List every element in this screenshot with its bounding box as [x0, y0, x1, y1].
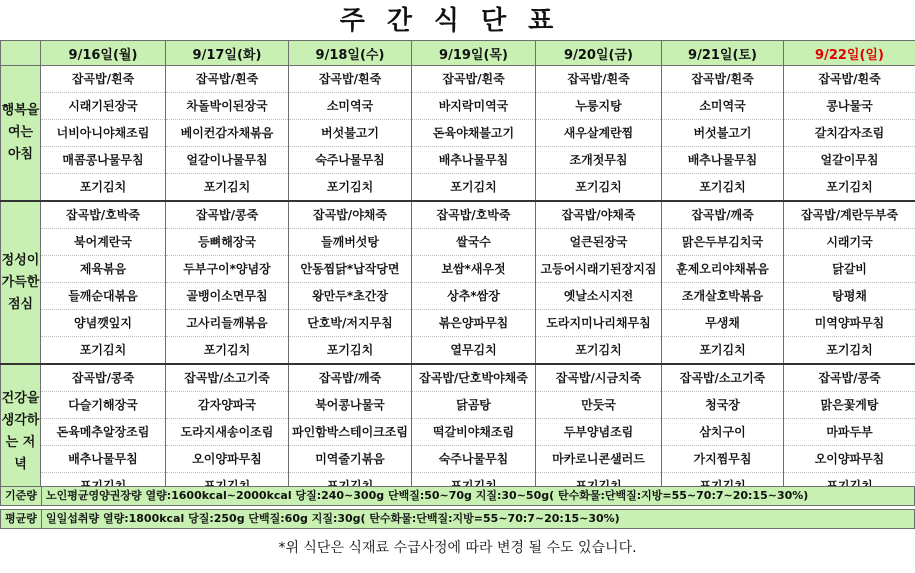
menu-item: 숙주나물무침 — [289, 147, 411, 174]
menu-item: 떡갈비야채조림 — [412, 419, 535, 446]
menu-item: 잡곡밥/호박죽 — [412, 202, 535, 229]
menu-item: 얼큰된장국 — [536, 229, 661, 256]
menu-item: 포기김치 — [79, 180, 127, 194]
menu-item: 삼치구이 — [662, 419, 783, 446]
menu-item: 포기김치 — [826, 180, 873, 194]
menu-body — [1, 66, 915, 501]
menu-item: 포기김치 — [326, 343, 374, 357]
menu-item: 볶은양파무침 — [412, 310, 535, 337]
menu-item: 보쌈*새우젓 — [412, 256, 535, 283]
menu-item: 들깨버섯탕 — [289, 229, 411, 256]
menu-item: 잡곡밥/계란두부죽 — [784, 202, 915, 229]
menu-item: 배추나물무침 — [412, 147, 535, 174]
menu-item: 새우살계란찜 — [536, 120, 661, 147]
menu-item: 포기김치 — [826, 343, 873, 357]
menu-item: 돈육메추알장조림 — [41, 419, 165, 446]
day-header: 9/18일(수) — [289, 41, 412, 66]
menu-item: 왕만두*초간장 — [289, 283, 411, 310]
menu-item: 매콤콩나물무침 — [41, 147, 165, 174]
menu-item: 훈제오리야채볶음 — [662, 256, 783, 283]
day-header: 9/20일(금) — [536, 41, 662, 66]
menu-item: 포기김치 — [203, 180, 251, 194]
menu-item: 버섯불고기 — [662, 120, 783, 147]
notice-text: *위 식단은 식재료 수급사정에 따라 변경 될 수도 있습니다. — [278, 540, 637, 556]
menu-item: 맑은두부김치국 — [662, 229, 783, 256]
menu-item: 버섯불고기 — [289, 120, 411, 147]
menu-item: 배추나물무침 — [41, 446, 165, 473]
menu-item: 잡곡밥/야채죽 — [536, 202, 661, 229]
menu-item: 고사리들깨볶음 — [166, 310, 288, 337]
menu-item: 포기김치 — [699, 180, 746, 194]
meal-label: 행복을 여는 아침 — [1, 66, 41, 202]
menu-item: 포기김치 — [699, 343, 746, 357]
menu-item: 잡곡밥/소고기죽 — [166, 365, 288, 392]
menu-item: 제육볶음 — [41, 256, 165, 283]
menu-item: 감자양파국 — [166, 392, 288, 419]
menu-cell — [784, 66, 915, 202]
menu-item: 오이양파무침 — [166, 446, 288, 473]
menu-item: 콩나물국 — [784, 93, 915, 120]
menu-cell — [412, 201, 536, 364]
menu-cell — [289, 66, 412, 202]
menu-item: 닭갈비 — [784, 256, 915, 283]
menu-item: 시래기국 — [784, 229, 915, 256]
menu-item: 시래기된장국 — [41, 93, 165, 120]
meal-row — [1, 201, 915, 364]
menu-item: 탕평채 — [784, 283, 915, 310]
menu-item: 잡곡밥/단호박야채죽 — [412, 365, 535, 392]
menu-item: 잡곡밥/호박죽 — [41, 202, 165, 229]
menu-item: 도라지미나리채무침 — [536, 310, 661, 337]
menu-item: 잡곡밥/흰죽 — [536, 66, 661, 93]
menu-cell — [662, 201, 784, 364]
menu-cell — [412, 364, 536, 500]
menu-item: 등뼈해장국 — [166, 229, 288, 256]
meal-row — [1, 364, 915, 500]
menu-cell — [536, 201, 662, 364]
menu-item: 얼갈이나물무침 — [166, 147, 288, 174]
menu-item: 양념깻잎지 — [41, 310, 165, 337]
menu-cell — [166, 364, 289, 500]
average-intake-row — [0, 509, 915, 529]
meal-row — [1, 66, 915, 202]
menu-item: 소미역국 — [662, 93, 783, 120]
menu-cell — [166, 66, 289, 202]
menu-cell — [536, 364, 662, 500]
menu-item: 포기김치 — [203, 343, 251, 357]
menu-item: 고등어시래기된장지짐 — [536, 256, 661, 283]
menu-item: 들깨순대볶음 — [41, 283, 165, 310]
menu-cell — [536, 66, 662, 202]
menu-item: 누룽지탕 — [536, 93, 661, 120]
header-corner — [1, 41, 41, 66]
menu-cell — [784, 201, 915, 364]
menu-item: 배추나물무침 — [662, 147, 783, 174]
menu-item: 숙주나물무침 — [412, 446, 535, 473]
menu-item: 두부구이*양념장 — [166, 256, 288, 283]
menu-item: 맑은꽃게탕 — [784, 392, 915, 419]
menu-item: 포기김치 — [79, 343, 127, 357]
menu-item: 가지찜무침 — [662, 446, 783, 473]
menu-item: 소미역국 — [289, 93, 411, 120]
menu-cell — [662, 66, 784, 202]
day-header: 9/19일(목) — [412, 41, 536, 66]
menu-item: 포기김치 — [575, 180, 622, 194]
menu-item: 잡곡밥/콩죽 — [166, 202, 288, 229]
menu-item: 잡곡밥/흰죽 — [166, 66, 288, 93]
menu-item: 파인함박스테이크조림 — [289, 419, 411, 446]
menu-cell — [41, 66, 166, 202]
menu-item: 골뱅이소면무침 — [166, 283, 288, 310]
menu-item: 북어계란국 — [41, 229, 165, 256]
menu-item: 돈육야채불고기 — [412, 120, 535, 147]
day-header: 9/17일(화) — [166, 41, 289, 66]
page-title: 주간식단표 — [339, 6, 576, 36]
day-header: 9/21일(토) — [662, 41, 784, 66]
menu-item: 포기김치 — [575, 343, 622, 357]
menu-item: 잡곡밥/콩죽 — [784, 365, 915, 392]
footer-label: 평균량 — [1, 510, 42, 528]
menu-item: 잡곡밥/흰죽 — [41, 66, 165, 93]
footer-text: 일일섭취량 열량:1800kcal 당질:250g 단백질:60g 지질:30g( 탄수화물:단백질:지방=55~70:7~20:15~30%) — [46, 512, 620, 525]
menu-cell — [784, 364, 915, 500]
menu-cell — [41, 364, 166, 500]
menu-item: 베이컨감자채볶음 — [166, 120, 288, 147]
menu-item: 미역줄기볶음 — [289, 446, 411, 473]
menu-item: 얼갈이무침 — [784, 147, 915, 174]
menu-cell — [289, 201, 412, 364]
menu-item: 잡곡밥/깨죽 — [289, 365, 411, 392]
menu-item: 만둣국 — [536, 392, 661, 419]
standard-intake-row — [0, 486, 915, 506]
weekly-menu-table — [0, 40, 915, 501]
menu-item: 무생채 — [662, 310, 783, 337]
menu-cell — [289, 364, 412, 500]
menu-item: 북어콩나물국 — [289, 392, 411, 419]
menu-cell — [662, 364, 784, 500]
menu-item: 미역양파무침 — [784, 310, 915, 337]
day-header-row — [1, 41, 915, 66]
menu-item: 마파두부 — [784, 419, 915, 446]
menu-cell — [41, 201, 166, 364]
menu-item: 두부양념조림 — [536, 419, 661, 446]
menu-item: 마카로니콘샐러드 — [536, 446, 661, 473]
menu-item: 잡곡밥/콩죽 — [41, 365, 165, 392]
menu-cell — [412, 66, 536, 202]
day-header: 9/16일(월) — [41, 41, 166, 66]
menu-item: 옛날소시지전 — [536, 283, 661, 310]
menu-item: 잡곡밥/시금치죽 — [536, 365, 661, 392]
menu-item: 잡곡밥/흰죽 — [784, 66, 915, 93]
menu-item: 청국장 — [662, 392, 783, 419]
menu-item: 잡곡밥/흰죽 — [289, 66, 411, 93]
menu-item: 도라지새송이조림 — [166, 419, 288, 446]
menu-item: 잡곡밥/소고기죽 — [662, 365, 783, 392]
menu-item: 오이양파무침 — [784, 446, 915, 473]
menu-item: 포기김치 — [326, 180, 374, 194]
menu-item: 쌀국수 — [412, 229, 535, 256]
menu-item: 포기김치 — [450, 180, 497, 194]
menu-item: 닭곰탕 — [412, 392, 535, 419]
day-header-sunday: 9/22일(일) — [784, 41, 915, 66]
footer-text: 노인평균영양권장량 열량:1600kcal~2000kcal 당질:240~300g 단백질:50~70g 지질:30~50g( 탄수화물:단백질:지방=55~70:7~20:15~30%) — [46, 489, 809, 502]
menu-item: 너비아니야채조림 — [41, 120, 165, 147]
menu-item: 조개젓무침 — [536, 147, 661, 174]
menu-item: 잡곡밥/깨죽 — [662, 202, 783, 229]
menu-item: 차돌박이된장국 — [166, 93, 288, 120]
menu-cell — [166, 201, 289, 364]
menu-item: 잡곡밥/흰죽 — [662, 66, 783, 93]
menu-item: 상추*쌈장 — [412, 283, 535, 310]
menu-item: 단호박/저지무침 — [289, 310, 411, 337]
menu-item: 갈치감자조림 — [784, 120, 915, 147]
menu-item: 열무김치 — [450, 343, 497, 357]
menu-item: 안동찜닭*납작당면 — [289, 256, 411, 283]
meal-label: 정성이 가득한 점심 — [1, 201, 41, 364]
menu-item: 바지락미역국 — [412, 93, 535, 120]
footer-label: 기준량 — [1, 487, 42, 505]
menu-item: 잡곡밥/야채죽 — [289, 202, 411, 229]
menu-item: 잡곡밥/흰죽 — [412, 66, 535, 93]
menu-item: 조개살호박볶음 — [662, 283, 783, 310]
menu-item: 다슬기해장국 — [41, 392, 165, 419]
meal-label: 건강을 생각하는 저녁 — [1, 364, 41, 500]
